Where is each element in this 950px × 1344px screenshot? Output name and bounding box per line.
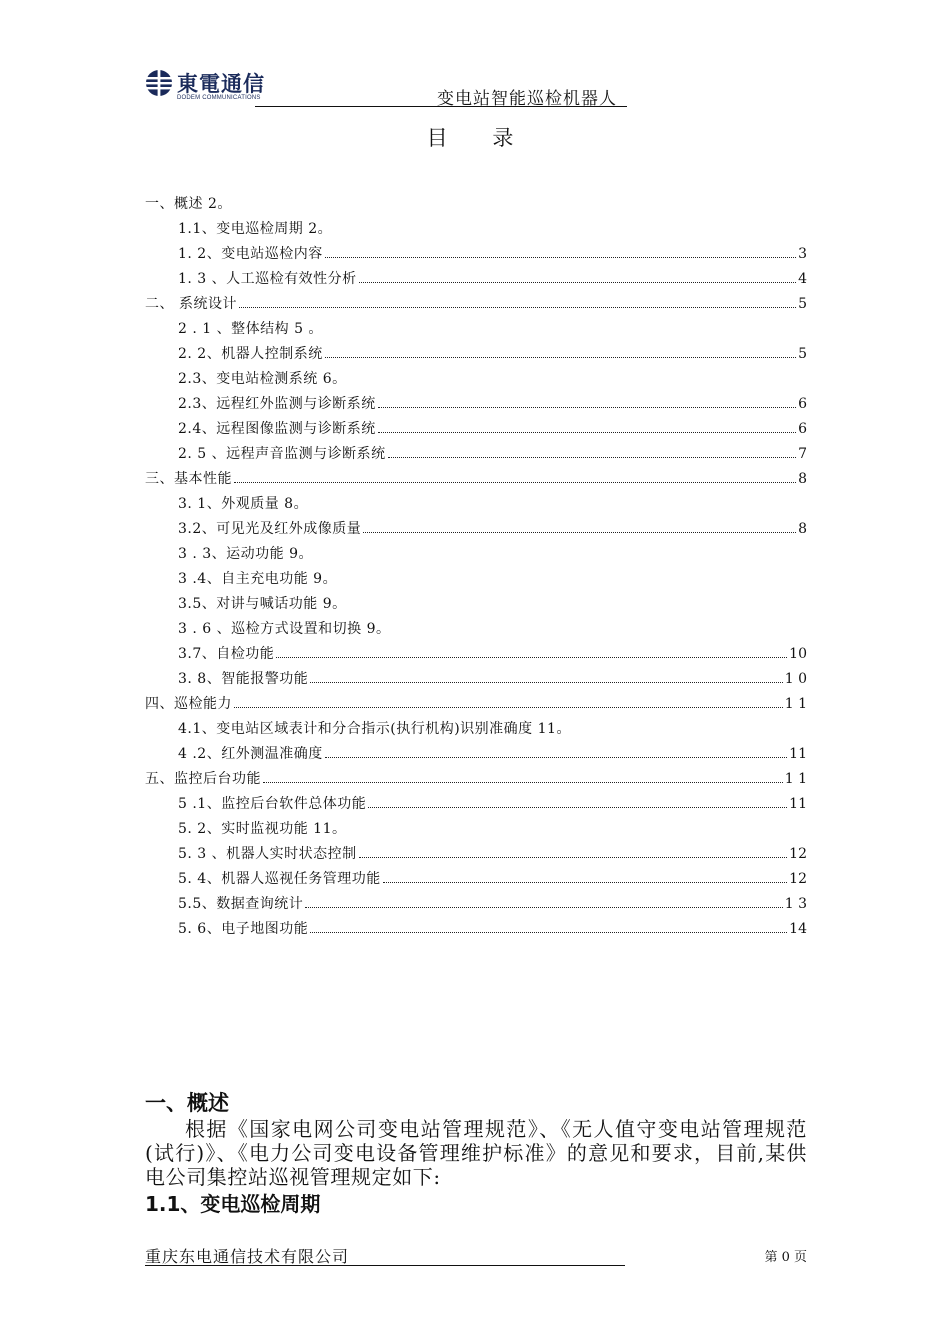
section-paragraph: 根据《国家电网公司变电站管理规范》、《无人值守变电站管理规范(试行)》、《电力公司变电设备管理维护标准》的意见和要求，目前,某供电公司集控站巡视管理规定如下:: [145, 1117, 807, 1189]
page-header: [145, 64, 627, 108]
toc-entry[interactable]: [145, 442, 807, 467]
toc-leader-dots: [359, 282, 796, 283]
toc-entry[interactable]: [145, 717, 807, 742]
section-overview: [145, 1089, 807, 1219]
toc-entry-label: 3 . 3、运动功能 9。: [178, 546, 314, 562]
toc-entry-label: 3 .4、自主充电功能 9。: [178, 571, 338, 587]
toc-entry-label: 5.5、数据查询统计: [178, 896, 304, 912]
toc-entry-page: 6: [798, 396, 807, 412]
toc-entry-page: 11: [789, 746, 807, 762]
subsection-heading: 1.1、变电巡检周期: [145, 1192, 321, 1216]
toc-entry[interactable]: [145, 217, 807, 242]
toc-entry[interactable]: [145, 392, 807, 417]
toc-entry-label: 3.7、自检功能: [178, 646, 275, 662]
toc-entry-label: 5 .1、监控后台软件总体功能: [178, 796, 367, 812]
toc-leader-dots: [368, 807, 787, 808]
toc-entry-label: 四、巡检能力: [145, 696, 232, 712]
toc-leader-dots: [305, 907, 782, 908]
toc-entry-label: 1. 2、变电站巡检内容: [178, 246, 323, 262]
toc-entry-page: 10: [789, 646, 807, 662]
toc-entry-page: 6: [798, 421, 807, 437]
toc-entry[interactable]: [145, 292, 807, 317]
toc-entry[interactable]: [145, 817, 807, 842]
toc-entry-label: 二、 系统设计: [145, 296, 237, 312]
toc-entry[interactable]: [145, 892, 807, 917]
toc-entry[interactable]: [145, 792, 807, 817]
toc-entry-label: 3. 1、外观质量 8。: [178, 496, 309, 512]
toc-entry[interactable]: [145, 917, 807, 942]
toc-entry[interactable]: [145, 567, 807, 592]
toc-leader-dots: [378, 407, 796, 408]
toc-entry-label: 5. 4、机器人巡视任务管理功能: [178, 871, 381, 887]
toc-entry-page: 7: [798, 446, 807, 462]
toc-leader-dots: [359, 857, 788, 858]
globe-logo-icon: [145, 68, 173, 98]
section-heading: 一、概述: [145, 1091, 229, 1115]
toc-leader-dots: [276, 657, 787, 658]
toc-entry[interactable]: [145, 342, 807, 367]
toc-leader-dots: [239, 307, 796, 308]
toc-entry-label: 5. 2、实时监视功能 11。: [178, 821, 347, 837]
toc-entry[interactable]: [145, 467, 807, 492]
toc-entry[interactable]: [145, 242, 807, 267]
toc-leader-dots: [263, 782, 783, 783]
toc-leader-dots: [363, 532, 796, 533]
toc-entry[interactable]: [145, 842, 807, 867]
toc-entry-label: 五、监控后台功能: [145, 771, 261, 787]
toc-entry-page: 14: [789, 921, 807, 937]
table-of-contents: [145, 192, 807, 942]
page-footer: [145, 1244, 807, 1268]
toc-entry-label: 2.3、变电站检测系统 6。: [178, 371, 347, 387]
toc-entry[interactable]: [145, 367, 807, 392]
toc-entry-page: 1 3: [784, 896, 807, 912]
toc-leader-dots: [378, 432, 796, 433]
footer-company: 重庆东电通信技术有限公司 _: [145, 1247, 365, 1266]
toc-entry[interactable]: [145, 517, 807, 542]
toc-entry-label: 2 . 1 、整体结构 5 。: [178, 321, 323, 337]
toc-entry-page: 1 1: [784, 696, 807, 712]
toc-entry-label: 2. 2、机器人控制系统: [178, 346, 323, 362]
toc-entry[interactable]: [145, 592, 807, 617]
toc-entry[interactable]: [145, 317, 807, 342]
toc-entry-label: 3.5、对讲与喊话功能 9。: [178, 596, 347, 612]
company-logo: [145, 68, 265, 102]
toc-entry-label: 三、基本性能: [145, 471, 232, 487]
logo-subtext: DODEM COMMUNICATIONS: [177, 95, 261, 101]
toc-leader-dots: [325, 757, 787, 758]
toc-entry-label: 1. 3 、人工巡检有效性分析: [178, 271, 357, 287]
toc-entry-label: 3. 8、智能报警功能: [178, 671, 309, 687]
toc-entry-label: 2.3、远程红外监测与诊断系统: [178, 396, 376, 412]
toc-entry[interactable]: [145, 617, 807, 642]
toc-entry-label: 一、概述 2。: [145, 196, 232, 212]
toc-entry[interactable]: [145, 267, 807, 292]
toc-entry-label: 3 . 6 、巡检方式设置和切换 9。: [178, 621, 391, 637]
footer-rule: [145, 1265, 625, 1266]
toc-leader-dots: [325, 357, 796, 358]
toc-entry[interactable]: [145, 667, 807, 692]
logo-text: 東電通信: [177, 72, 265, 96]
toc-leader-dots: [234, 707, 783, 708]
toc-entry-label: 1.1、变电巡检周期 2。: [178, 221, 333, 237]
toc-leader-dots: [383, 882, 787, 883]
toc-entry-page: 8: [798, 471, 807, 487]
toc-entry-label: 4.1、变电站区域表计和分合指示(执行机构)识别准确度 11。: [178, 721, 571, 737]
toc-entry-page: 12: [789, 846, 807, 862]
toc-entry[interactable]: [145, 192, 807, 217]
document-title: 变电站智能巡检机器人: [437, 89, 617, 109]
toc-entry-page: 5: [798, 346, 807, 362]
toc-entry-page: 12: [789, 871, 807, 887]
toc-entry-label: 5. 3 、机器人实时状态控制: [178, 846, 357, 862]
toc-leader-dots: [310, 932, 787, 933]
toc-leader-dots: [388, 457, 796, 458]
toc-entry-label: 5. 6、电子地图功能: [178, 921, 309, 937]
toc-entry[interactable]: [145, 742, 807, 767]
toc-entry-page: 11: [789, 796, 807, 812]
toc-entry-page: 5: [798, 296, 807, 312]
toc-leader-dots: [310, 682, 783, 683]
footer-page-number: 第 0 页: [764, 1250, 807, 1265]
toc-entry[interactable]: [145, 492, 807, 517]
toc-entry[interactable]: [145, 417, 807, 442]
toc-entry-page: 1 0: [784, 671, 807, 687]
header-rule: [255, 106, 627, 107]
toc-leader-dots: [325, 257, 796, 258]
toc-leader-dots: [234, 482, 796, 483]
toc-entry[interactable]: [145, 642, 807, 667]
toc-entry-label: 3.2、可见光及红外成像质量: [178, 521, 362, 537]
toc-entry[interactable]: [145, 767, 807, 792]
toc-entry-page: 3: [798, 246, 807, 262]
toc-title: 目 录: [426, 126, 524, 150]
toc-entry[interactable]: [145, 867, 807, 892]
toc-entry-label: 2.4、远程图像监测与诊断系统: [178, 421, 376, 437]
toc-entry-page: 4: [798, 271, 807, 287]
toc-entry[interactable]: [145, 692, 807, 717]
toc-entry-label: 2. 5 、远程声音监测与诊断系统: [178, 446, 386, 462]
toc-entry-page: 8: [798, 521, 807, 537]
toc-entry-label: 4 .2、红外测温准确度: [178, 746, 323, 762]
toc-entry[interactable]: [145, 542, 807, 567]
toc-entry-page: 1 1: [784, 771, 807, 787]
